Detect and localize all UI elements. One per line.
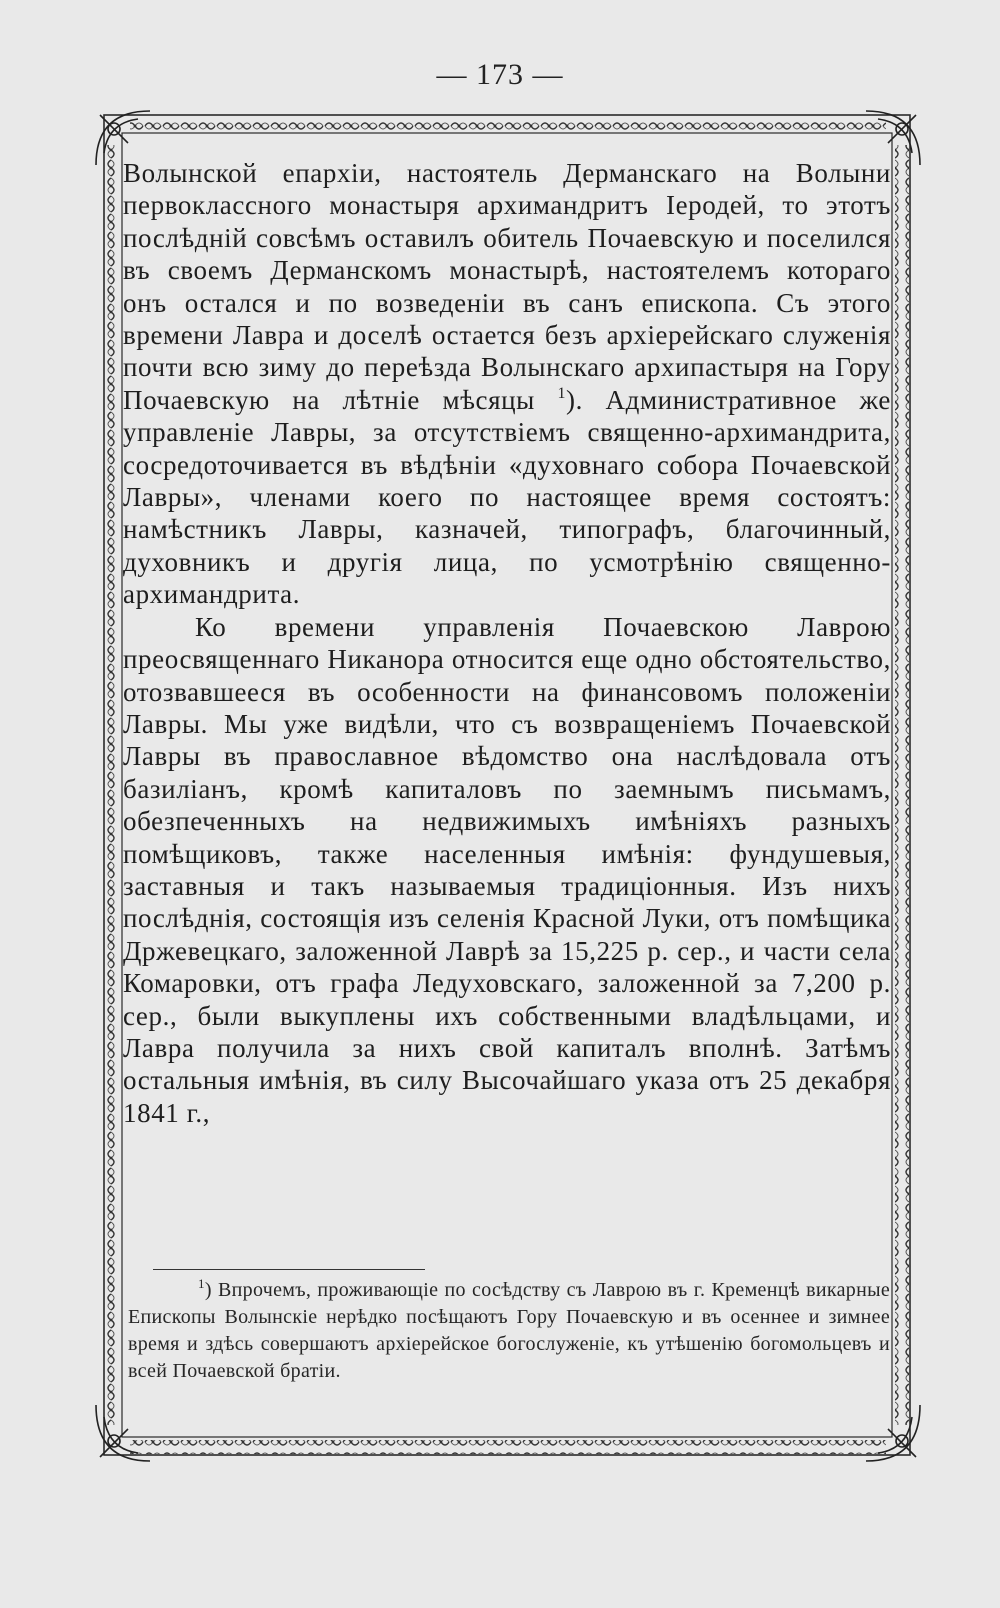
footnote-reference: 1 [557, 384, 567, 402]
page-number: — 173 — [436, 58, 564, 91]
footnote-marker: 1 [198, 1276, 205, 1291]
paragraph-text: Волынской епархіи, настоятель Дерманскаго на Волыни первоклассного монастыря архимандритъ Іеродей, то этотъ послѣдній совсѣмъ оставилъ обитель Почаевскую и поселился въ своемъ Дерманскомъ монастырѣ, настоятелемъ котораго онъ остался и по возведеніи въ санъ епископа. Съ этого времени Лавра и доселѣ остается безъ архіерейскаго служенія почти всю зиму до переѣзда Волынскаго архипастыря на Гору Почаевскую на лѣтніе мѣсяцы [123, 158, 891, 415]
footnote-divider [153, 1269, 425, 1270]
footnote [128, 1277, 890, 1385]
paragraph-text-continued: ). Административное же управленіе Лавры, за отсутствіемъ священно-архимандрита, сосредоточивается въ вѣдѣніи «духовнаго собора Почаевской Лавры», членами коего по настоящее время состоятъ: намѣстникъ Лавры, казначей, типографъ, благочинный, духовникъ и другія лица, по усмотрѣнію священно-архимандрита. [123, 384, 891, 610]
main-text [123, 157, 891, 1129]
footnote-text: ) Впрочемъ, проживающіе по сосѣдству съ Лаврою въ г. Кременцѣ викарные Епископы Волынскіе нерѣдко посѣщаютъ Гору Почаевскую и въ осеннее и зимнее время и здѣсь совершаютъ архіерейское богослуженіе, къ утѣшенію богомольцевъ и всей Почаевской братіи. [128, 1279, 890, 1382]
ornamental-frame [90, 105, 926, 1467]
paragraph: Ко времени управленія Почаевскою Лаврою преосвященнаго Никанора относится еще одно обстоятельство, отозвавшееся въ особенности на финансовомъ положеніи Лавры. Мы уже видѣли, что съ возвращеніемъ Почаевской Лавры въ православное вѣдомство она наслѣдовала отъ базиліанъ, кромѣ капиталовъ по заемнымъ письмамъ, обезпеченныхъ на недвижимыхъ имѣніяхъ разныхъ помѣщиковъ, также населенныя имѣнія: фундушевыя, заставныя и такъ называемыя традиціонныя. Изъ нихъ послѣднія, состоящія изъ селенія Красной Луки, отъ помѣщика Држевецкаго, заложенной Лаврѣ за 15,225 р. сер., и части села Комаровки, отъ графа Ледуховскаго, заложенной за 7,200 р. сер., были выкуплены ихъ собственными владѣльцами, и Лавра получила за нихъ свой капиталъ вполнѣ. Затѣмъ остальныя имѣнія, въ силу Высочайшаго указа отъ 25 декабря 1841 г., [123, 611, 891, 1128]
paragraph [123, 157, 891, 611]
